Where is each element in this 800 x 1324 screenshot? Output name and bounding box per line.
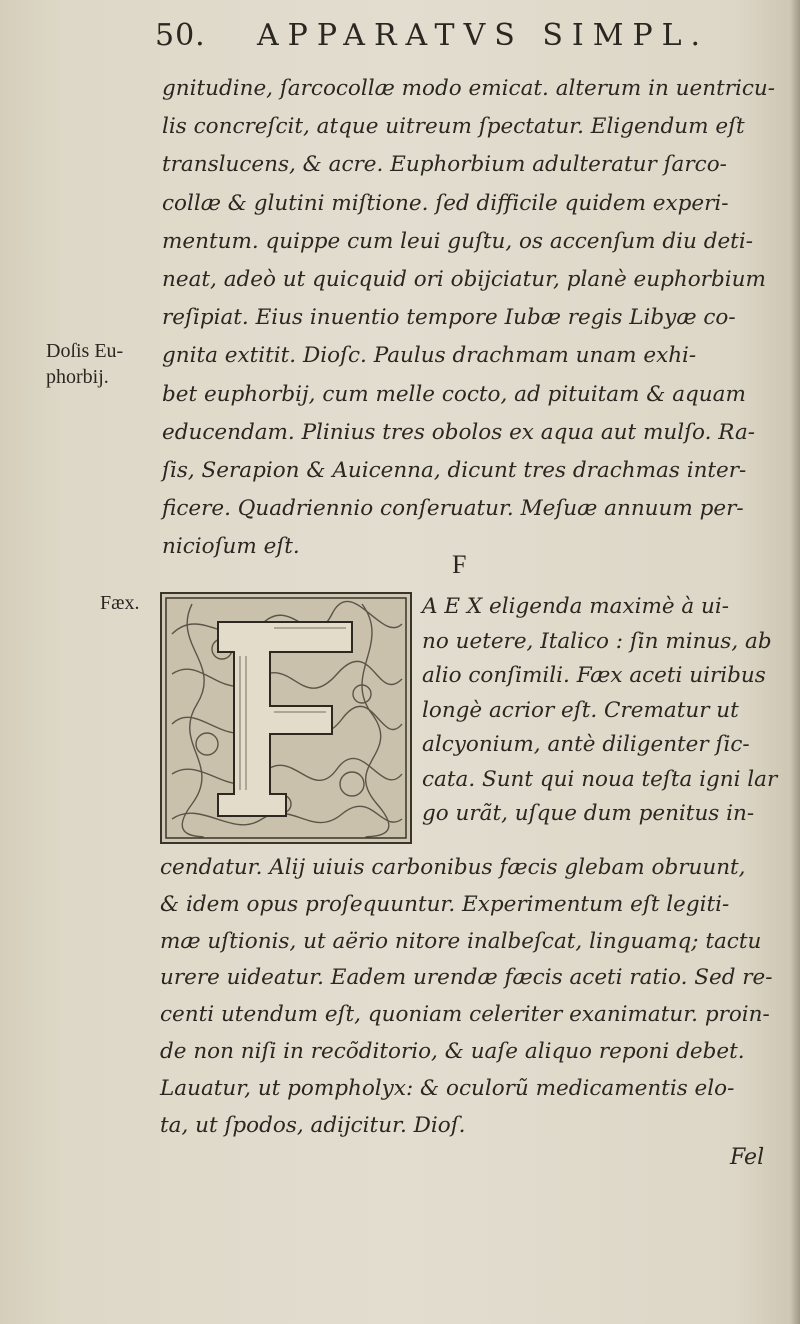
text-line: longè acrior eſt. Crematur ut <box>422 697 739 723</box>
text-line: gnitudine, ſarcocollæ modo emicat. alterum in uentricu- <box>162 76 776 101</box>
text-line: cata. Sunt qui noua teſta igni lar <box>422 766 778 792</box>
text-line: lis concreſcit, atque uitreum ſpectatur. Eligendum eſt <box>162 114 745 140</box>
text-line: ſis, Serapion & Auicenna, dicunt tres drachmas inter- <box>162 457 747 483</box>
text-line: centi utendum eſt, quoniam celeriter exanimatur. proin- <box>160 1002 770 1028</box>
marginal-note-faex: Fæx. <box>100 592 140 614</box>
continuation-paragraph <box>160 850 790 1144</box>
text-line: A E X eligenda maximè à ui- <box>422 594 730 619</box>
text-line: alcyonium, antè diligenter ſic- <box>422 732 750 757</box>
text-line: reſipiat. Eius inuentio tempore Iubæ regis Libyæ co- <box>162 305 736 331</box>
text-line: neat, adeò ut quicquid ori obijciatur, planè euphorbium <box>162 266 766 292</box>
initial-wrap-paragraph <box>422 590 792 832</box>
text-line: ta, ut ſpodos, adijcitur. Dioſ. <box>160 1112 466 1138</box>
text-line: de non niſi in recõditorio, & uaſe aliquo reponi debet. <box>160 1038 745 1064</box>
main-paragraph <box>162 70 792 566</box>
text-line: ficere. Quadriennio conſeruatur. Meſuæ annuum per- <box>162 496 744 522</box>
page-header <box>155 18 715 58</box>
text-line: go urãt, uſque dum penitus in- <box>422 801 755 826</box>
section-letter: F <box>452 550 467 579</box>
text-line: mentum. quippe cum leui guſtu, os accenſum diu deti- <box>162 228 753 254</box>
text-line: alio conſimili. Fæx aceti uiribus <box>422 663 766 688</box>
text-line: no uetere, Italico : ſin minus, ab <box>422 628 772 654</box>
catchword: Fel <box>730 1145 765 1170</box>
text-line: educendam. Plinius tres obolos ex aqua aut mulſo. Ra- <box>162 419 756 445</box>
running-title: APPARATVS SIMPL. <box>257 18 710 53</box>
text-line: urere uideatur. Eadem urendæ fæcis aceti ratio. Sed re- <box>160 965 773 991</box>
text-line: bet euphorbij, cum melle cocto, ad pituitam & aquam <box>162 381 746 407</box>
text-line: translucens, & acre. Euphorbium adulteratur ſarco- <box>162 152 727 178</box>
marginal-note-dosis <box>46 338 123 390</box>
marginal-note-line: phorbij. <box>46 366 109 388</box>
text-line: cendatur. Alij uiuis carbonibus fæcis glebam obruunt, <box>160 855 746 880</box>
text-line: collæ & glutini miſtione. ſed difficile quidem experi- <box>162 190 729 216</box>
text-line: gnita extitit. Dioſc. Paulus drachmam unam exhi- <box>162 343 697 369</box>
page-number: 50. <box>155 18 206 53</box>
text-line: Lauatur, ut pompholyx: & oculorũ medicamentis elo- <box>160 1075 735 1101</box>
text-line: mæ uſtionis, ut aërio nitore inalbeſcat, linguamq; tactu <box>160 928 762 954</box>
marginal-note-line: Doſis Eu- <box>46 340 124 362</box>
decorated-initial <box>160 592 412 844</box>
text-line: & idem opus proſequuntur. Experimentum eſt legiti- <box>160 891 730 917</box>
ornamental-foliage-icon <box>162 594 410 842</box>
text-line: nicioſum eſt. <box>162 534 300 560</box>
